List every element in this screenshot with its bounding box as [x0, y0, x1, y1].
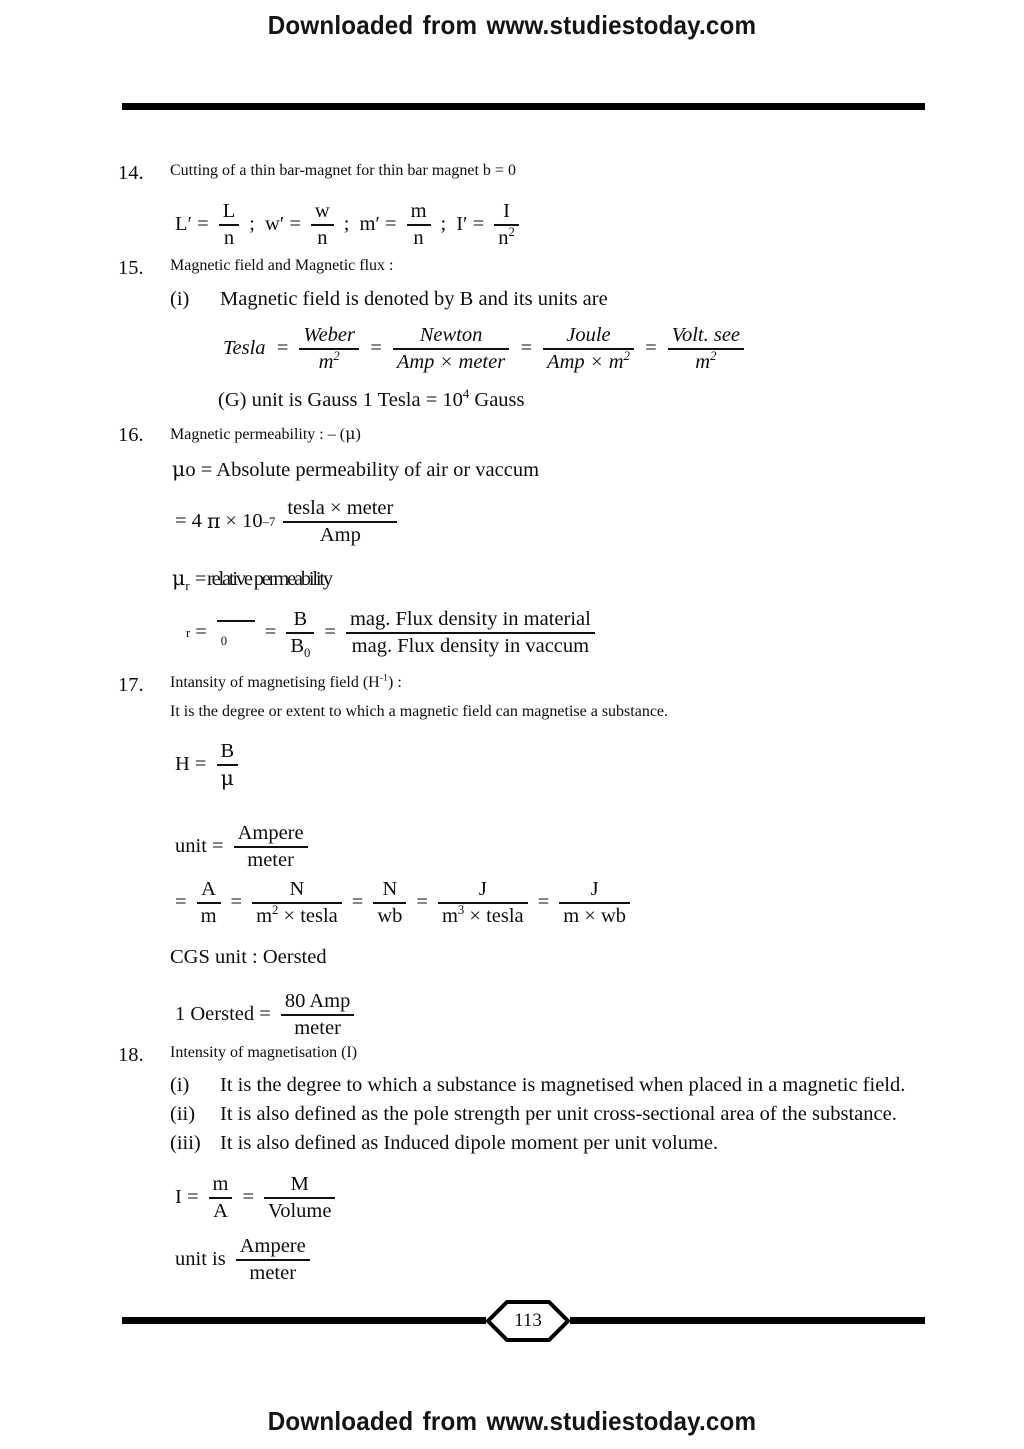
eq17c-f1-denominator: m: [200, 904, 217, 927]
top-horizontal-rule: [122, 103, 925, 110]
eq14-f4-numerator: I: [503, 200, 510, 222]
item-18-sub-ii-text: It is also defined as the pole strength per unit cross-sectional area of the substance.: [220, 1103, 897, 1125]
item-17-H-equation: [170, 740, 243, 790]
eq14-term1-lhs: L′ =: [175, 213, 209, 236]
header-watermark: [36, 10, 988, 41]
eq17d-denominator: meter: [294, 1016, 341, 1039]
item-15-sub-i-label: (i): [170, 288, 190, 310]
item-18-sub-ii-label: (ii): [170, 1103, 196, 1125]
eq18a-f2-denominator: Volume: [268, 1199, 332, 1222]
eq14-fraction-w-over-n: [311, 200, 334, 250]
gauss-exponent: 4: [462, 387, 470, 402]
eq15-f1-numerator: Weber: [303, 324, 356, 346]
eq15-f4-den-exponent: 2: [710, 348, 717, 363]
eq16b-fraction-B-over-B0: [286, 608, 314, 658]
eq16a-numerator: tesla × meter: [287, 497, 394, 519]
eq18a-f2-numerator: M: [290, 1173, 309, 1195]
item-17-heading: [170, 674, 402, 692]
eq17b-numerator: Ampere: [237, 822, 304, 844]
eq17c-f2-numerator: N: [289, 878, 305, 900]
eq18a-fraction-m-over-A: [209, 1173, 233, 1223]
eq17a-numerator: B: [220, 740, 235, 762]
eq15-equals-4: =: [643, 337, 658, 360]
eq14-term3-lhs: m′ =: [359, 213, 397, 236]
eq18a-f1-denominator: A: [213, 1199, 228, 1222]
eq16a-times-10: × 10: [225, 510, 263, 533]
eq17a-fraction-B-over-mu: [217, 740, 239, 790]
eq16b-equals-2: =: [324, 621, 336, 644]
eq17c-f4-den-exponent: 3: [457, 902, 465, 917]
gauss-line-prefix: (G) unit is Gauss 1 Tesla = 10: [218, 389, 463, 411]
item-17-oersted-equation: [170, 990, 359, 1040]
eq14-f4-den-exponent: 2: [508, 224, 515, 239]
item-17-unit-chain-equation: [170, 878, 635, 928]
eq17c-equals-1: =: [230, 891, 243, 914]
eq17d-numerator: 80 Amp: [284, 990, 351, 1012]
eq17a-denominator: μ: [220, 765, 234, 790]
item-16-number: 16.: [118, 424, 144, 446]
eq17c-equals-3: =: [416, 891, 428, 914]
eq14-f2-denominator: n: [317, 226, 328, 249]
eq18a-lhs: I =: [175, 1186, 199, 1209]
item-16-mu0-text: o = Absolute permeability of air or vaccum: [185, 459, 540, 481]
eq16b-equals-1: =: [264, 621, 277, 644]
eq17b-denominator: meter: [247, 848, 294, 871]
item-18-sub-i-text: It is the degree to which a substance is magnetised when placed in a magnetic field.: [220, 1074, 906, 1096]
page-number-badge: [486, 1300, 570, 1342]
eq14-sep-2: ;: [343, 213, 350, 236]
eq15-f2-denominator: Amp × meter: [396, 350, 506, 373]
item-16-heading-prefix: Magnetic permeability : – (: [170, 426, 346, 443]
eq14-f4-den-base: n: [498, 226, 509, 249]
eq16b-equals-0: =: [195, 621, 207, 644]
eq16b-f2-den-base: B: [290, 634, 305, 657]
eq15-f2-numerator: Newton: [419, 324, 483, 346]
eq18a-equals-1: =: [242, 1186, 255, 1209]
item-18-sub-i-label: (i): [170, 1074, 190, 1096]
eq17c-equals-0: =: [175, 891, 187, 914]
eq17c-f2-den-exponent: 2: [272, 902, 279, 917]
eq16b-fraction-mu-over-mu0-missing-glyphs: [217, 619, 255, 649]
eq17b-lhs: unit =: [175, 835, 224, 858]
eq17c-f1-numerator: A: [201, 878, 216, 900]
eq15-f4-numerator: Volt. see: [671, 324, 741, 346]
item-17-heading-suffix: ) :: [388, 674, 402, 691]
item-17-heading-exponent: -1: [379, 672, 388, 684]
eq17c-f2-den-tail: × tesla: [278, 904, 338, 927]
eq15-f4-den-base: m: [695, 350, 711, 373]
eq17b-fraction-ampere-over-meter: [234, 822, 308, 872]
mur-subscript: r: [185, 579, 190, 594]
mu-symbol-icon: μ: [172, 566, 186, 590]
eq14-f4-denominator: [494, 226, 519, 250]
footer-watermark: [36, 1406, 988, 1437]
header-watermark-word-2: from: [422, 10, 478, 40]
eq15-equals-1: =: [275, 337, 290, 360]
item-17-heading-prefix: Intansity of magnetising field (H: [170, 674, 380, 691]
eq17c-f3-numerator: N: [382, 878, 398, 900]
eq15-f4-denominator: [691, 350, 720, 374]
item-16-mur-text: = relative permeability: [194, 568, 331, 590]
header-watermark-word-1: Downloaded: [267, 10, 414, 40]
item-15-sub-i-text: Magnetic field is denoted by B and its units are: [220, 288, 608, 310]
item-17-description: It is the degree or extent to which a magnetic field can magnetise a substance.: [170, 703, 669, 720]
eq14-f1-numerator: L: [222, 200, 236, 222]
eq17c-fraction-A-over-m: [197, 878, 221, 928]
footer-watermark-word-1: Downloaded: [267, 1406, 414, 1436]
eq15-fraction-newton-over-amp-meter: [393, 324, 509, 374]
item-14-heading: Cutting of a thin bar-magnet for thin bar magnet b = 0: [170, 162, 516, 179]
eq14-fraction-I-over-n2: [494, 200, 519, 250]
eq17c-f2-denominator: [252, 904, 342, 928]
eq15-f3-den-base: Amp × m: [547, 350, 624, 373]
eq16a-lhs-4: = 4: [175, 510, 202, 533]
item-14-equation: [170, 200, 524, 250]
eq15-f1-den-exponent: 2: [333, 348, 340, 363]
eq17c-f5-denominator: m × wb: [563, 904, 627, 927]
eq15-equals-3: =: [519, 337, 534, 360]
item-18-I-equation: [170, 1173, 340, 1223]
eq17a-lhs: H =: [175, 753, 207, 776]
eq18b-lhs: unit is: [175, 1248, 226, 1271]
footer-watermark-word-2: from: [422, 1406, 478, 1436]
eq17c-fraction-N-over-wb: [373, 878, 406, 928]
item-16-mur-line: [172, 566, 331, 594]
item-16-mu0-value-equation: = 4 π × 10 –7 $\frac{\text{tesla × meter}}{\text{Amp}}$: [170, 497, 402, 547]
eq16b-den-subscript: 0: [220, 634, 228, 649]
eq14-fraction-L-over-n: [219, 200, 240, 250]
mu-symbol-icon: μ: [345, 424, 356, 443]
eq15-fraction-volt-sec-over-m2: [668, 324, 744, 374]
eq17c-fraction-N-over-m2-tesla: [252, 878, 342, 928]
eq17c-f5-numerator: J: [590, 878, 599, 900]
eq14-f1-denominator: n: [223, 226, 235, 249]
eq17c-fraction-J-over-m-wb: [559, 878, 630, 928]
eq14-f2-numerator: w: [314, 200, 330, 222]
item-18-unit-equation: [170, 1235, 315, 1285]
eq15-f1-den-base: m: [318, 350, 334, 373]
gauss-line-suffix: Gauss: [469, 389, 525, 411]
eq14-fraction-m-over-n: [407, 200, 431, 250]
eq16b-f3-denominator: mag. Flux density in vaccum: [351, 634, 590, 657]
eq14-f3-denominator: n: [413, 226, 424, 249]
header-watermark-url: www.studiestoday.com: [486, 10, 757, 40]
item-14-number: 14.: [118, 162, 144, 184]
eq18b-numerator: Ampere: [239, 1235, 306, 1257]
item-16-mu0-line: [172, 457, 539, 482]
eq16b-denominator-blank: [217, 622, 255, 649]
eq14-sep-3: ;: [440, 213, 447, 236]
eq16b-f2-den-subscript: 0: [304, 645, 311, 660]
eq14-sep-1: ;: [249, 213, 255, 236]
eq18a-f1-numerator: m: [212, 1173, 229, 1195]
eq14-term4-lhs: I′ =: [456, 213, 485, 236]
eq18a-fraction-M-over-volume: [264, 1173, 335, 1223]
pi-symbol-icon: π: [206, 509, 221, 534]
eq16b-f3-numerator: mag. Flux density in material: [349, 608, 591, 630]
item-18-sub-iii-text: It is also defined as Induced dipole moment per unit volume.: [220, 1132, 719, 1154]
item-15-heading: Magnetic field and Magnetic flux :: [170, 257, 394, 274]
eq17c-f4-denominator: [438, 904, 528, 928]
eq15-f3-den-exponent: 2: [623, 348, 630, 363]
eq16a-denominator: Amp: [319, 523, 361, 546]
eq14-term2-lhs: w′ =: [264, 213, 301, 236]
eq18b-fraction-ampere-over-meter: [236, 1235, 310, 1285]
eq17d-fraction-80amp-over-meter: [281, 990, 355, 1040]
eq17c-equals-4: =: [537, 891, 550, 914]
item-16-heading: [170, 424, 361, 444]
eq18b-denominator: meter: [249, 1261, 297, 1284]
eq15-fraction-weber-over-m2: [299, 324, 359, 374]
eq17c-f4-den-base: m: [441, 904, 458, 927]
eq16a-fraction-tesla-meter-over-amp: [283, 497, 397, 547]
eq16b-f2-denominator: [286, 634, 314, 658]
eq17c-f4-den-tail: × tesla: [464, 904, 524, 927]
item-15-number: 15.: [118, 257, 144, 279]
item-16-heading-suffix: ): [355, 426, 361, 443]
eq15-lhs-tesla: Tesla: [223, 337, 266, 360]
eq17c-f2-den-base: m: [256, 904, 273, 927]
eq16b-f2-numerator: B: [293, 608, 308, 630]
page-number: 113: [514, 1309, 542, 1331]
eq15-fraction-joule-over-amp-m2: [543, 324, 634, 374]
footer-watermark-url: www.studiestoday.com: [486, 1406, 757, 1436]
eq16b-fraction-flux-density-ratio: [346, 608, 595, 658]
item-18-number: 18.: [118, 1044, 144, 1066]
eq14-f3-numerator: m: [410, 200, 427, 222]
mu-symbol-icon: μ: [172, 457, 186, 481]
eq17c-fraction-J-over-m3-tesla: [438, 878, 528, 928]
eq15-f1-denominator: [315, 350, 344, 374]
eq15-f3-denominator: [543, 350, 634, 374]
eq15-equals-2: =: [369, 337, 383, 360]
item-15-gauss-line: [218, 389, 525, 412]
eq17c-equals-2: =: [351, 891, 364, 914]
eq17d-lhs: 1 Oersted =: [175, 1003, 271, 1026]
eq15-f3-numerator: Joule: [566, 324, 611, 346]
item-16-mur-equation: r = $_0$ = $\frac{B}{B_0}$ = $\frac{\text{mag. Flux density in material}}{\text{mag. Flux density in vaccum}}$: [186, 608, 600, 658]
item-17-number: 17.: [118, 674, 144, 696]
item-17-unit-equation: [170, 822, 313, 872]
item-15-tesla-equation: [218, 324, 749, 374]
item-17-cgs-line: CGS unit : Oersted: [170, 946, 327, 968]
eq17c-f4-numerator: J: [478, 878, 487, 900]
item-18-heading: Intensity of magnetisation (I): [170, 1044, 358, 1061]
item-18-sub-iii-label: (iii): [170, 1132, 201, 1154]
eq17c-f3-denominator: wb: [377, 904, 403, 927]
